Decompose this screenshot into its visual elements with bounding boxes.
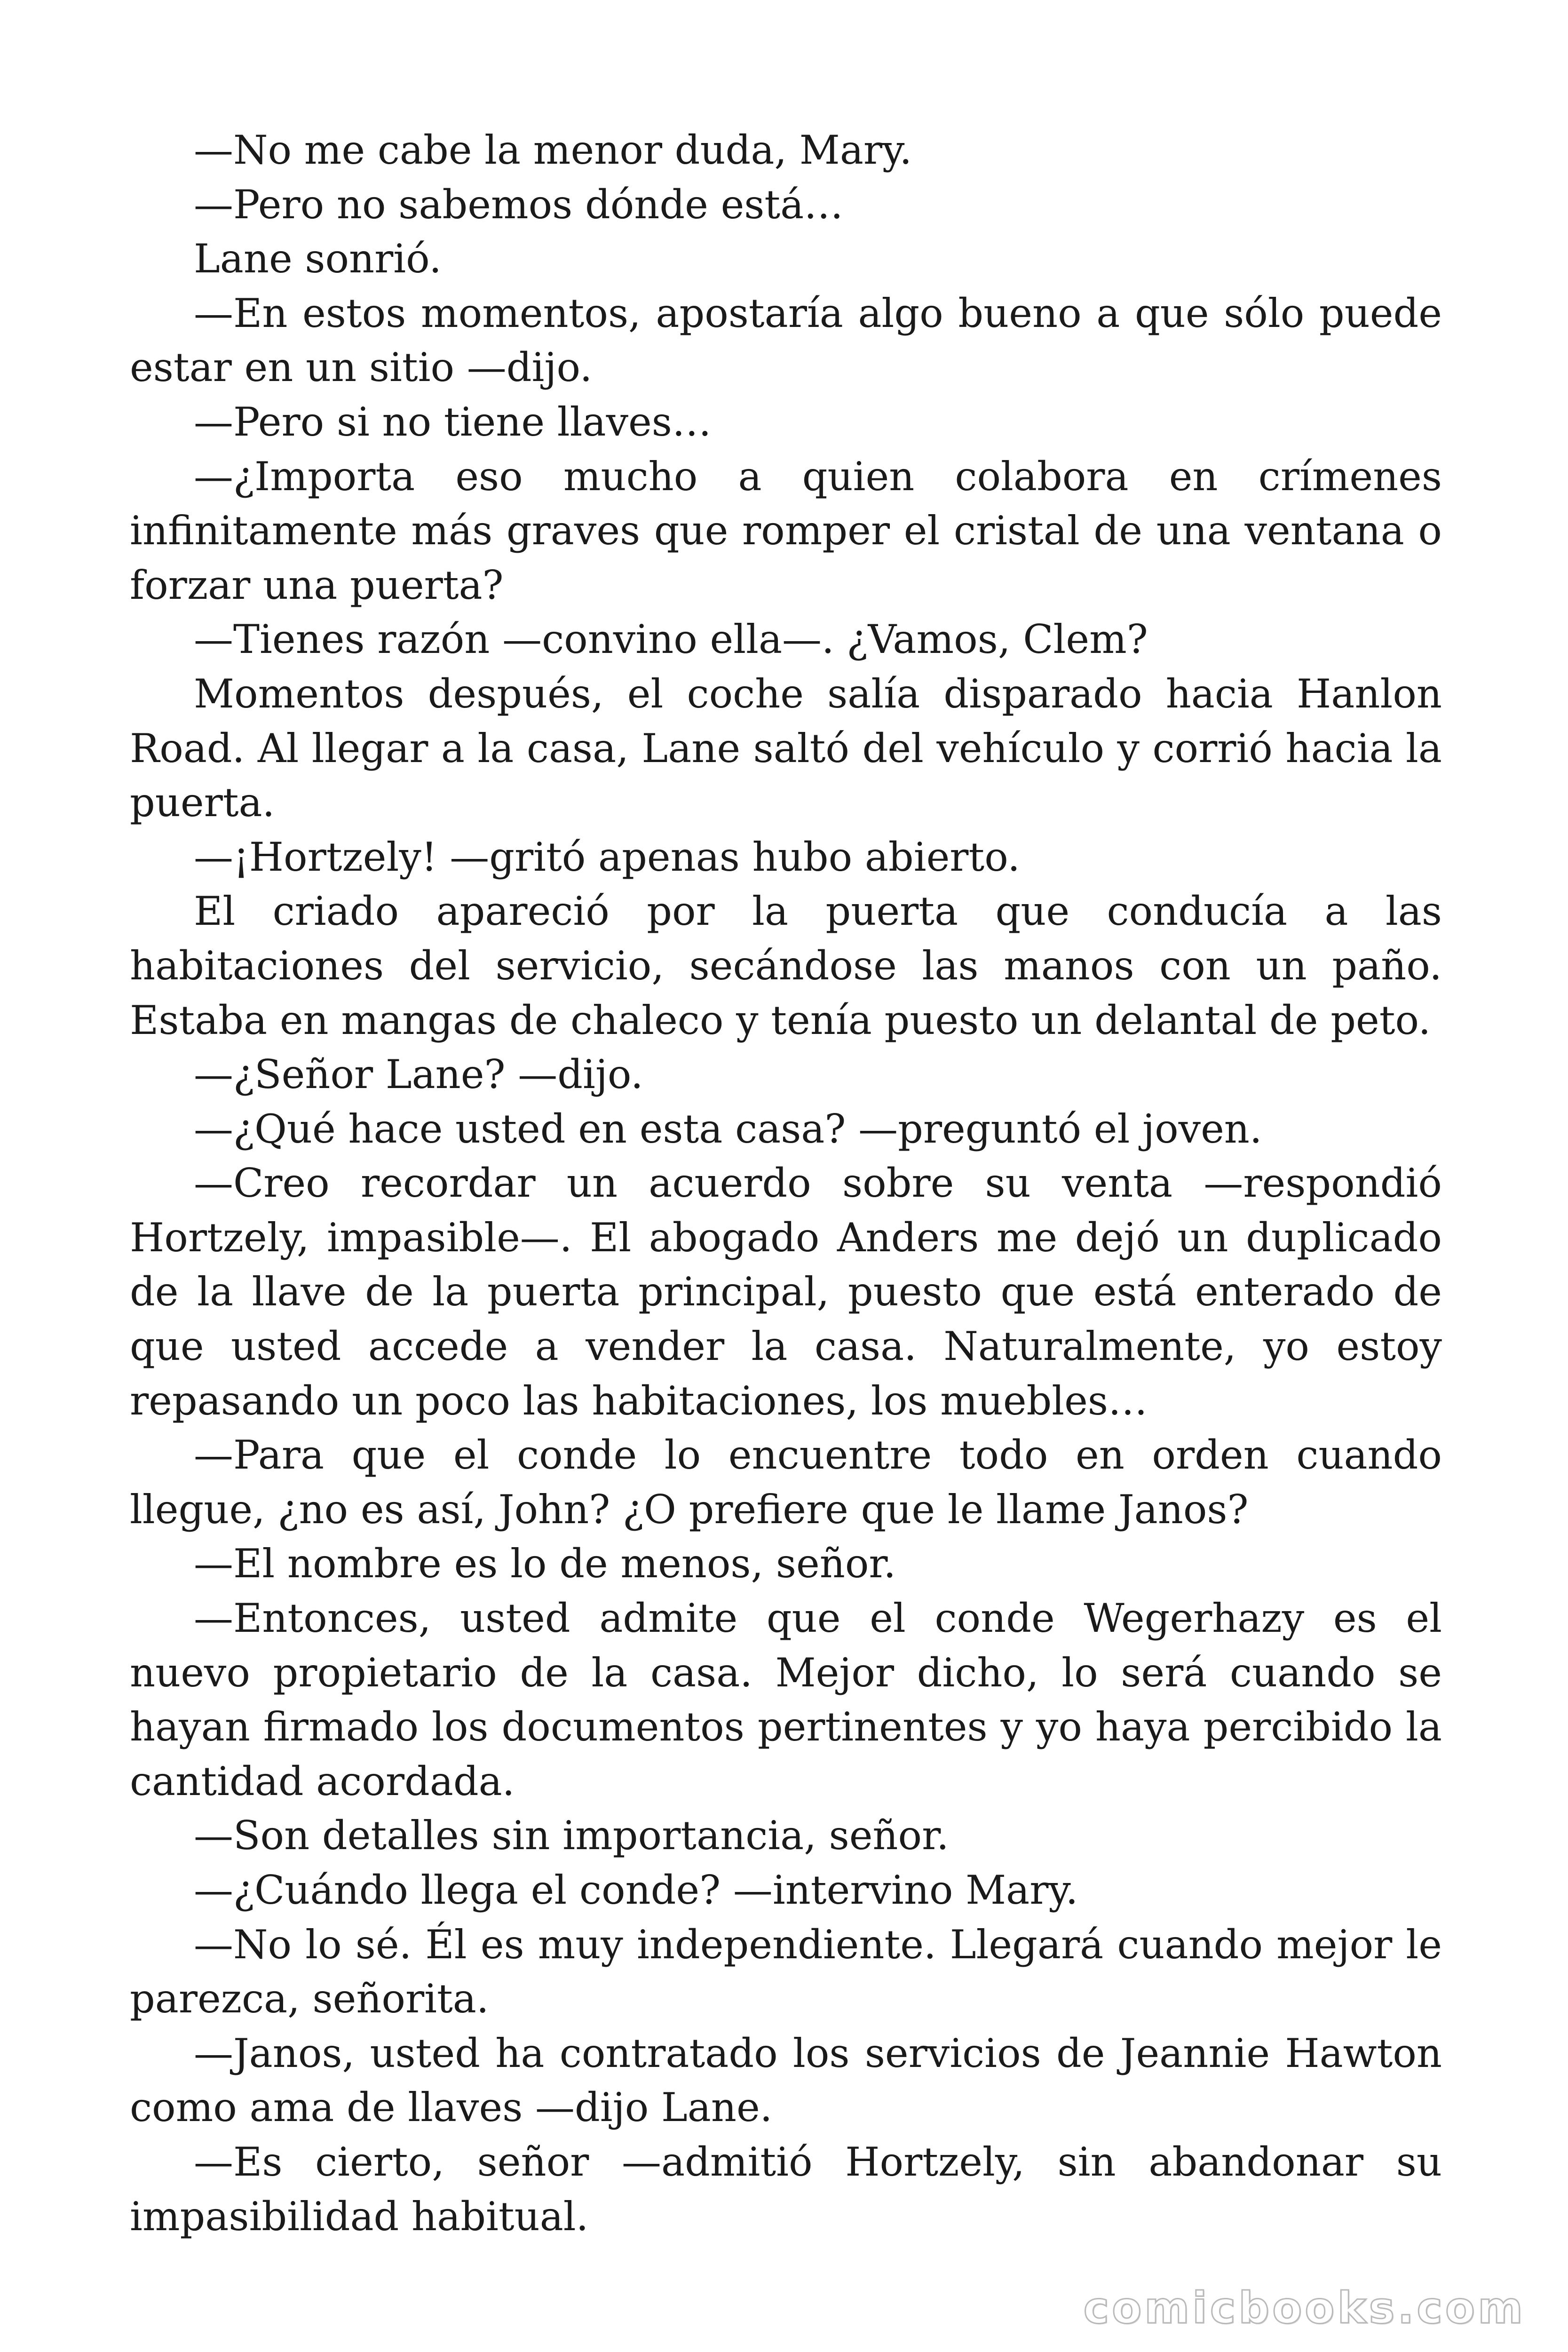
paragraph: —No lo sé. Él es muy independiente. Llegará cuando mejor le parezca, señorita. (130, 1921, 1442, 2022)
paragraph: —¿Cuándo llega el conde? —intervino Mary. (194, 1867, 1078, 1913)
paragraph: El criado apareció por la puerta que conducía a las habitaciones del servicio, secándose las manos con un paño. Estaba en mangas de chaleco y tenía puesto un delantal de peto. (130, 888, 1442, 1043)
paragraph: —¿Importa eso mucho a quien colabora en crímenes infinitamente más graves que romper el cristal de una ventana o forzar una puerta? (130, 453, 1442, 608)
paragraph: —Pero si no tiene llaves… (194, 398, 712, 445)
paragraph: —Es cierto, señor —admitió Hortzely, sin abandonar su impasibilidad habitual. (130, 2138, 1442, 2240)
paragraph: —Pero no sabemos dónde está… (194, 181, 844, 228)
paragraph: —Creo recordar un acuerdo sobre su venta —respondió Hortzely, impasible—. El abogado Anders me dejó un duplicado de la llave de la puerta principal, puesto que está enterado de que usted accede a vender la casa. Naturalmente, yo estoy repasando un poco las habitaciones, los muebles… (130, 1160, 1442, 1424)
paragraph: —Janos, usted ha contratado los servicios de Jeannie Hawton como ama de llaves —dijo Lane. (130, 2030, 1442, 2131)
paragraph: —Entonces, usted admite que el conde Wegerhazy es el nuevo propietario de la casa. Mejor dicho, lo será cuando se hayan firmado los documentos pertinentes y yo haya percibido la cantidad acordada. (130, 1595, 1442, 1804)
paragraph: —El nombre es lo de menos, señor. (194, 1541, 896, 1587)
paragraph: —¿Qué hace usted en esta casa? —preguntó el joven. (194, 1105, 1262, 1152)
paragraph: —En estos momentos, apostaría algo bueno a que sólo puede estar en un sitio —dijo. (130, 290, 1442, 391)
body-text (130, 123, 1442, 2244)
paragraph: —¿Señor Lane? —dijo. (194, 1051, 643, 1098)
paragraph: —Tienes razón —convino ella—. ¿Vamos, Clem? (194, 616, 1148, 663)
paragraph: —Son detalles sin importancia, señor. (194, 1812, 949, 1859)
paragraph: —¡Hortzely! —gritó apenas hubo abierto. (194, 834, 1020, 880)
paragraph: Momentos después, el coche salía disparado hacia Hanlon Road. Al llegar a la casa, Lane saltó del vehículo y corrió hacia la puerta. (130, 670, 1442, 826)
paragraph: —Para que el conde lo encuentre todo en orden cuando llegue, ¿no es así, John? ¿O prefiere que le llame Janos? (130, 1432, 1442, 1533)
watermark-logo: comicbooks.com (1083, 2283, 1526, 2333)
paragraph: —No me cabe la menor duda, Mary. (194, 127, 912, 173)
paragraph: Lane sonrió. (194, 236, 442, 282)
